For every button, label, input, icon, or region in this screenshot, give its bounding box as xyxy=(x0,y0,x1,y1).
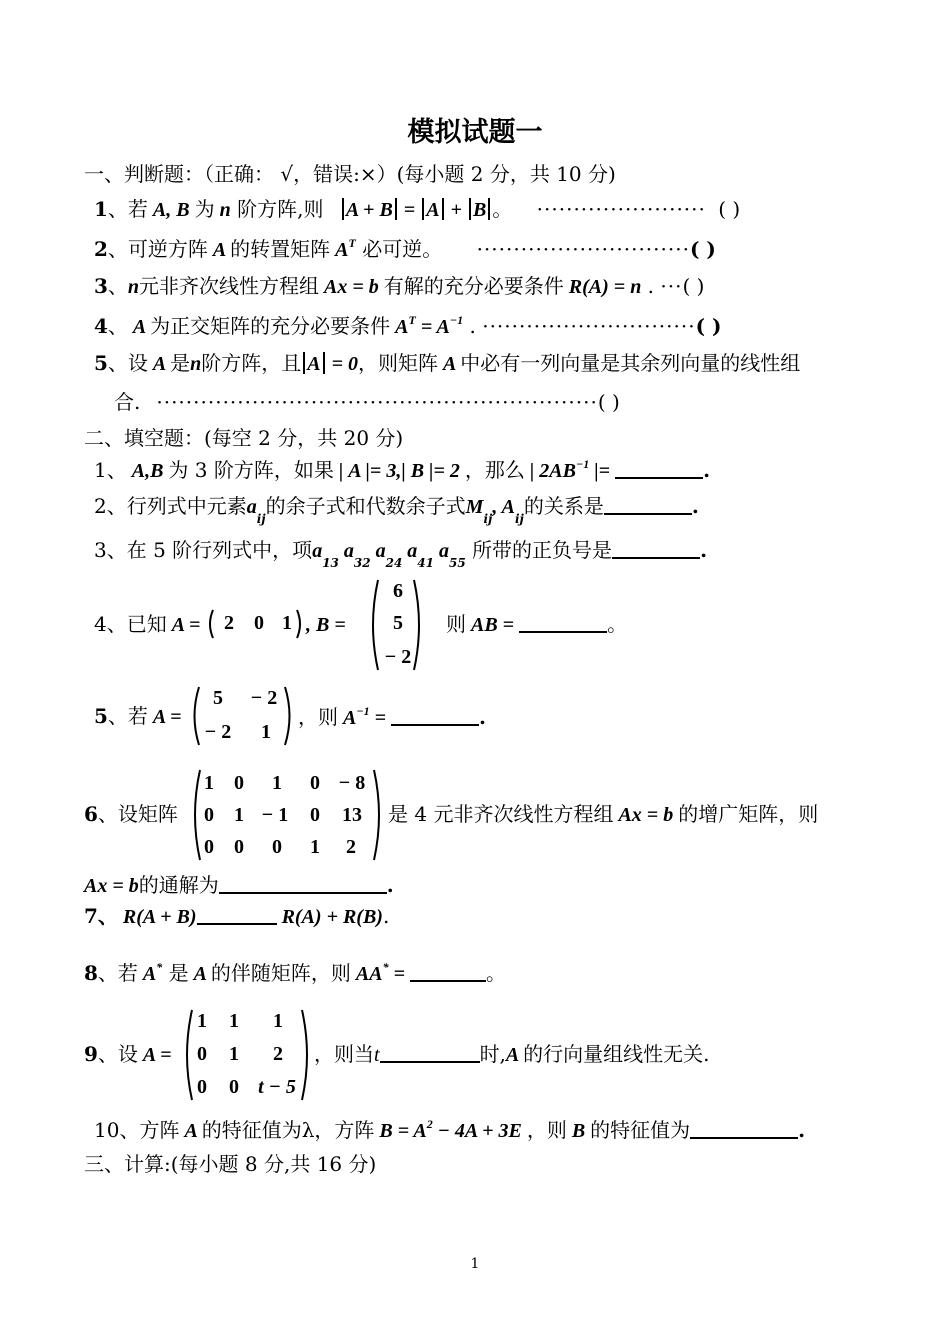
s2-question-6: 6、设矩阵 xyxy=(84,802,178,826)
matrix-q9: 1 1 1 0 1 2 0 0 t − 5 xyxy=(182,1006,312,1104)
s2-question-10: 10、方阵 A 的特征值为λ，方阵 $B = A^2 - 4A + 3E$ ，则 B 的特征值为 . xyxy=(94,1117,806,1142)
s2-question-8: 8、若 A* 是 A 的伴随矩阵，则 AA* = 。 xyxy=(84,960,506,985)
s1-question-5: 5、设 A 是n阶方阵，且 A = 0，则矩阵 A 中必有一列向量是其余列向量的线性组 xyxy=(94,351,801,375)
s2-question-1: 1、 A,B 为 3 阶方阵，如果 | A |= 3,| B |= 2 ，那么 | $2AB^{-1}$ |= . xyxy=(94,457,711,482)
section1-heading: 一、判断题：（正确： √，错误:×）(每小题 2 分，共 10 分) xyxy=(84,162,616,186)
s2-question-9: 9、设 A = xyxy=(84,1042,172,1066)
s2-question-4: 4、已知 A = xyxy=(94,612,201,636)
s2-question-4-b: , B = xyxy=(306,614,346,636)
s2-question-5: 5、若 A = xyxy=(94,704,182,728)
s1-question-2: 2、可逆方阵 A 的转置矩阵 $A^T$ 必可逆。 ·····························( ) xyxy=(94,236,716,261)
s2-question-4-tail: 则 AB = 。 xyxy=(446,612,628,636)
s1-question-5-cont: 合. ····························································( ) xyxy=(114,390,620,414)
section2-heading: 二、填空题：(每空 2 分，共 20 分) xyxy=(84,426,404,450)
s2-question-7: 7、 R(A + B) R(A) + R(B). xyxy=(84,904,390,928)
s2-question-2: 2、行列式中元素$a_{ij}$的余子式和代数余子式$M_{ij}$, $A_{ij}$的关系是 . xyxy=(94,494,699,526)
matrix-q6: 1 0 1 0 − 8 0 1 − 1 0 13 0 0 0 1 2 xyxy=(190,766,384,864)
s1-question-1: 1、若 A, B 为 n 阶方阵,则 A + B = A + B 。 ······················· ( ) xyxy=(94,197,741,221)
s2-question-5-tail: ，则 $A^{-1}$ = . xyxy=(298,704,486,729)
matrix-a-row: 2 0 1 xyxy=(205,604,305,644)
page-number: 1 xyxy=(470,1256,480,1272)
s2-question-3: 3、在 5 阶行列式中，项$a_{13}$ $a_{32}$ $a_{24}$ $a_{41}$ $a_{55}$ 所带的正负号是 . xyxy=(94,538,708,570)
section3-heading: 三、计算:(每小题 8 分,共 16 分) xyxy=(84,1152,377,1176)
s2-question-6-cont: Ax = b的通解为 . xyxy=(84,873,394,897)
s1-question-3: 3、n元非齐次线性方程组 Ax = b 有解的充分必要条件 R(A) = n . ···( ) xyxy=(94,274,705,298)
page-title: 模拟试题一 xyxy=(407,117,543,148)
s2-question-9-tail: ，则当t 时,A 的行向量组线性无关. xyxy=(314,1042,710,1066)
s1-question-4: 4、 A 为正交矩阵的充分必要条件 $A^T = A^{-1}$ . ·····························( ) xyxy=(94,313,722,338)
matrix-b-col: 6 5 − 2 xyxy=(368,576,424,674)
s2-question-6-tail: 是 4 元非齐次线性方程组 Ax = b 的增广矩阵，则 xyxy=(388,802,819,826)
matrix-q5: 5 − 2 − 2 1 xyxy=(190,683,294,749)
